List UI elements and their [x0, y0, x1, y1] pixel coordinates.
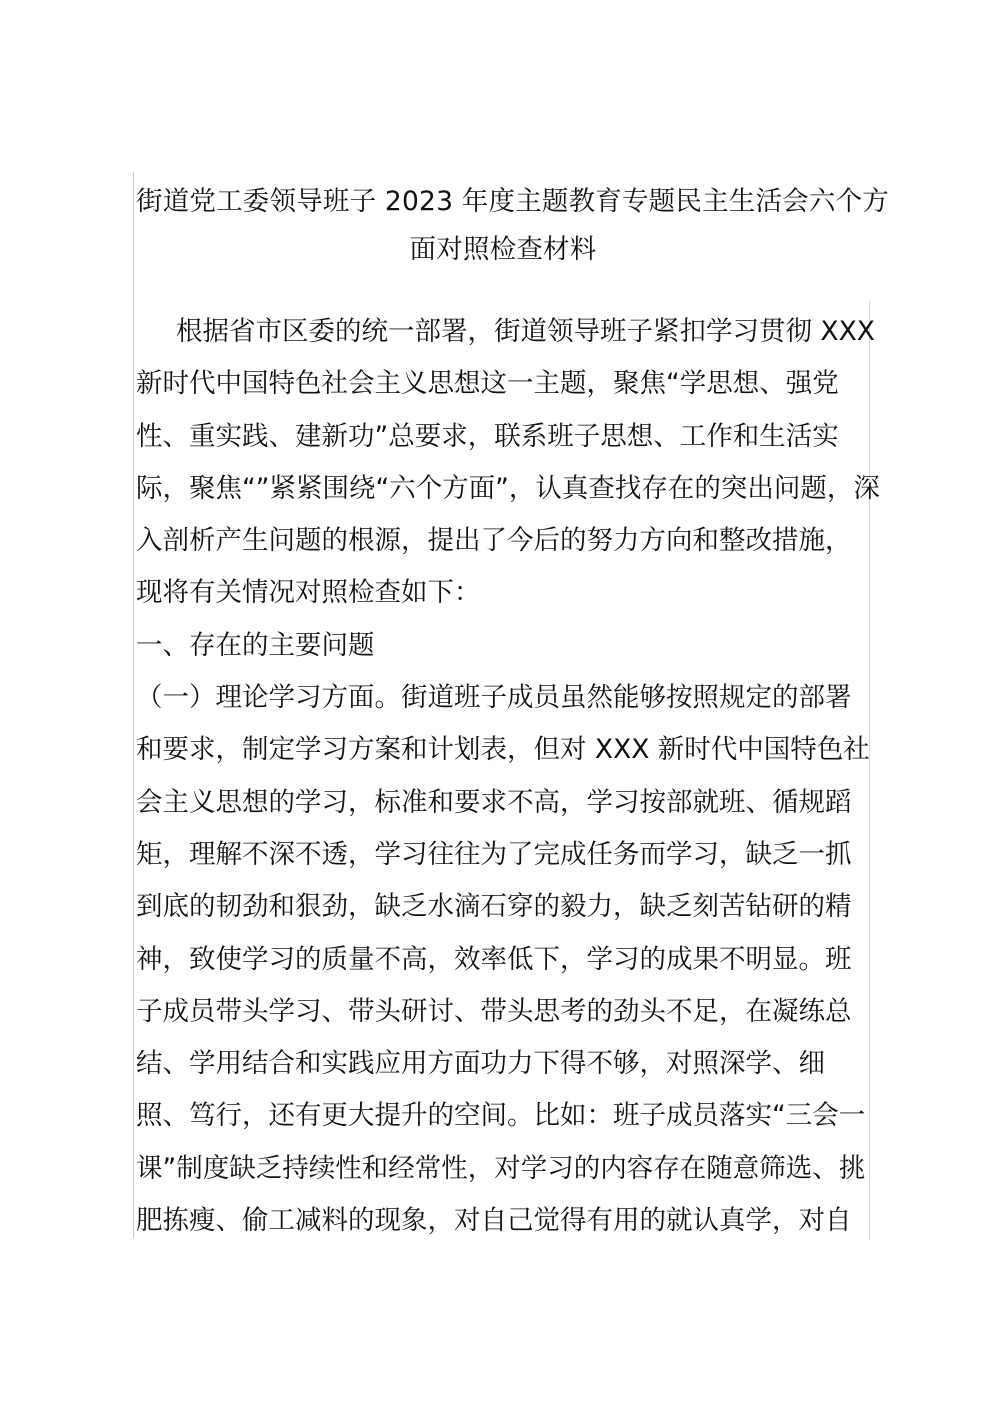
paragraph-line: 到底的韧劲和狠劲，缺乏水滴石穿的毅力，缺乏刻苦钻研的精	[136, 891, 852, 923]
paragraph-line: 神，致使学习的质量不高，效率低下，学习的成果不明显。班	[136, 943, 852, 975]
document-body	[136, 306, 880, 1247]
paragraph-line: 会主义思想的学习，标准和要求不高，学习按部就班、循规蹈	[136, 786, 852, 818]
title-line-2: 面对照检查材料	[409, 234, 597, 265]
paragraph-line: 子成员带头学习、带头研讨、带头思考的劲头不足，在凝练总	[136, 995, 852, 1027]
paragraph-line: 入剖析产生问题的根源，提出了今后的努力方向和整改措施，	[136, 525, 852, 557]
paragraph-line: 结、学用结合和实践应用方面功力下得不够，对照深学、细	[136, 1048, 825, 1080]
document-title	[136, 178, 889, 274]
paragraph-line: 照、笃行，还有更大提升的空间。比如：班子成员落实“三会一	[136, 1100, 866, 1132]
paragraph-line: 根据省市区委的统一部署，街道领导班子紧扣学习贯彻 XXX	[176, 316, 875, 347]
paragraph-line: （一）理论学习方面。街道班子成员虽然能够按照规定的部署	[136, 682, 852, 714]
paragraph-line: 现将有关情况对照检查如下：	[136, 577, 481, 609]
paragraph-line: 际，聚焦“”紧紧围绕“六个方面”，认真查找存在的突出问题，深	[136, 472, 880, 504]
paragraph-line: 和要求，制定学习方案和计划表，但对 XXX 新时代中国特色社	[136, 734, 870, 766]
paragraph-line: 课”制度缺乏持续性和经常性，对学习的内容存在随意筛选、挑	[136, 1152, 866, 1184]
paragraph-line: 新时代中国特色社会主义思想这一主题，聚焦“学思想、强党	[136, 368, 839, 400]
paragraph-line: 肥拣瘦、偷工减料的现象，对自己觉得有用的就认真学，对自	[136, 1205, 852, 1237]
section-heading: 一、存在的主要问题	[136, 629, 375, 661]
paragraph-line: 性、重实践、建新功”总要求，联系班子思想、工作和生活实	[136, 420, 839, 452]
paragraph-line: 矩，理解不深不透，学习往往为了完成任务而学习，缺乏一抓	[136, 838, 852, 870]
title-line-1: 街道党工委领导班子 2023 年度主题教育专题民主生活会六个方	[136, 186, 889, 217]
left-margin-line	[133, 172, 134, 1238]
